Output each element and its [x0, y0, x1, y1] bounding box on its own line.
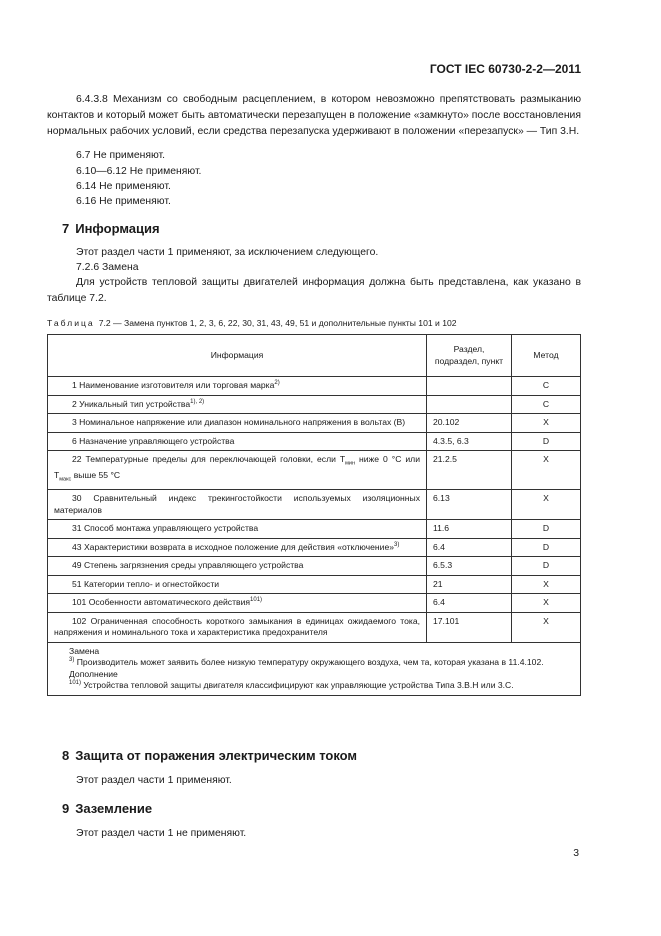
table-row [48, 520, 581, 539]
table-row [48, 414, 581, 433]
caption-word: Таблица [47, 318, 95, 328]
cell-method: D [512, 520, 581, 539]
cell-section: 21.2.5 [427, 451, 512, 490]
cell-info: 22 Температурные пределы для переключающей головки, если $T_{мин}$ ниже 0 °C или $T_{макс}$ выше 55 °C [48, 451, 427, 490]
cell-section: 4.3.5, 6.3 [427, 432, 512, 451]
clause-line: 6.14 Не применяют. [76, 181, 171, 192]
cell-section: 6.4 [427, 594, 512, 613]
cell-method: X [512, 594, 581, 613]
note-replace-label: Замена [69, 645, 100, 656]
cell-section: 6.4 [427, 538, 512, 557]
cell-info: 2 Уникальный тип устройства$^{1), 2)}$ [48, 395, 427, 414]
cell-section: 17.101 [427, 612, 512, 642]
section-number: 8 [62, 748, 70, 763]
cell-info: 49 Степень загрязнения среды управляющего устройства [48, 557, 427, 576]
table-row [48, 612, 581, 642]
cell-section: 6.13 [427, 490, 512, 520]
table-row [48, 395, 581, 414]
table-row [48, 557, 581, 576]
caption-text: 7.2 — Замена пунктов 1, 2, 3, 6, 22, 30, 31, 43, 49, 51 и дополнительные пункты 101 и 102 [98, 318, 457, 328]
section-9-heading [62, 801, 152, 816]
table-row [48, 451, 581, 490]
header-section: Раздел, подраздел, пункт [427, 335, 512, 377]
subclause-7-2-6: 7.2.6 Замена [76, 262, 139, 273]
section-number: 7 [62, 221, 70, 236]
table-row [48, 538, 581, 557]
cell-info: 1 Наименование изготовителя или торговая марка$^{2)}$ [48, 377, 427, 396]
cell-info: 51 Категории тепло- и огнестойкости [48, 575, 427, 594]
section-title: Заземление [75, 801, 153, 816]
cell-method: X [512, 451, 581, 490]
table-caption [47, 318, 457, 328]
cell-section [427, 395, 512, 414]
table-notes [48, 642, 581, 695]
footnote-3: $^{3)}$ Производитель может заявить более низкую температуру окружающего воздуха, чем та, которая указана в 11.4.102. [69, 657, 544, 668]
table-notes-row [48, 642, 581, 695]
table-header-row [48, 335, 581, 377]
cell-method: X [512, 490, 581, 520]
footnote-101: $^{101)}$ Устройства тепловой защиты двигателя классифицируют как управляющие устройства Типа 3.В.Н или 3.С. [69, 680, 514, 691]
page-number: 3 [573, 848, 579, 859]
table-row [48, 432, 581, 451]
cell-section [427, 377, 512, 396]
note-add-label: Дополнение [69, 668, 118, 679]
table-row [48, 490, 581, 520]
cell-info: 43 Характеристики возврата в исходное положение для действия «отключение»$^{3)}$ [48, 538, 427, 557]
cell-info: 6 Назначение управляющего устройства [48, 432, 427, 451]
cell-method: X [512, 414, 581, 433]
cell-info: 3 Номинальное напряжение или диапазон номинального напряжения в вольтах (В) [48, 414, 427, 433]
cell-section: 6.5.3 [427, 557, 512, 576]
section-title: Информация [75, 221, 160, 236]
section-8-heading [62, 748, 357, 763]
cell-method: D [512, 538, 581, 557]
cell-method: X [512, 575, 581, 594]
table-row [48, 377, 581, 396]
clause-line: 6.10—6.12 Не применяют. [76, 166, 202, 177]
header-method: Метод [512, 335, 581, 377]
cell-section: 20.102 [427, 414, 512, 433]
table-row [48, 594, 581, 613]
table-row [48, 575, 581, 594]
section-title: Защита от поражения электрическим током [75, 748, 358, 763]
cell-section: 11.6 [427, 520, 512, 539]
paragraph-6-4-3-8: 6.4.3.8 Механизм со свободным расцеплением, в котором невозможно препятствовать размыканию контактов и который может быть автоматически перезапущен в положение «замкнуто» после восстановления нормальных рабочих условий, если средства перезапуска удерживают в положении «перезапуск» — Тип 3.Н. [47, 94, 581, 137]
clause-line: 6.7 Не применяют. [76, 150, 166, 161]
cell-method: D [512, 432, 581, 451]
cell-section: 21 [427, 575, 512, 594]
cell-method: D [512, 557, 581, 576]
clause-line: 6.16 Не применяют. [76, 196, 171, 207]
document-header: ГОСТ IEC 60730-2-2—2011 [429, 62, 581, 76]
cell-info: 102 Ограниченная способность короткого замыкания в единицах ожидаемого тока, напряжения и номинального тока и характеристика предохранителя [48, 612, 427, 642]
section-8-text: Этот раздел части 1 применяют. [76, 775, 232, 786]
cell-method: C [512, 377, 581, 396]
section-7-intro: Этот раздел части 1 применяют, за исключением следующего. [76, 247, 379, 258]
cell-info: 30 Сравнительный индекс трекингостойкости используемых изоляционных материалов [48, 490, 427, 520]
cell-method: C [512, 395, 581, 414]
cell-info: 101 Особенности автоматического действия$^{101)}$ [48, 594, 427, 613]
cell-method: X [512, 612, 581, 642]
section-number: 9 [62, 801, 70, 816]
cell-info: 31 Способ монтажа управляющего устройства [48, 520, 427, 539]
info-table [47, 334, 581, 696]
section-7-heading [62, 221, 160, 236]
section-9-text: Этот раздел части 1 не применяют. [76, 828, 247, 839]
header-info: Информация [48, 335, 427, 377]
section-7-paragraph: Для устройств тепловой защиты двигателей информация должна быть представлена, как указано в таблице 7.2. [47, 277, 581, 304]
